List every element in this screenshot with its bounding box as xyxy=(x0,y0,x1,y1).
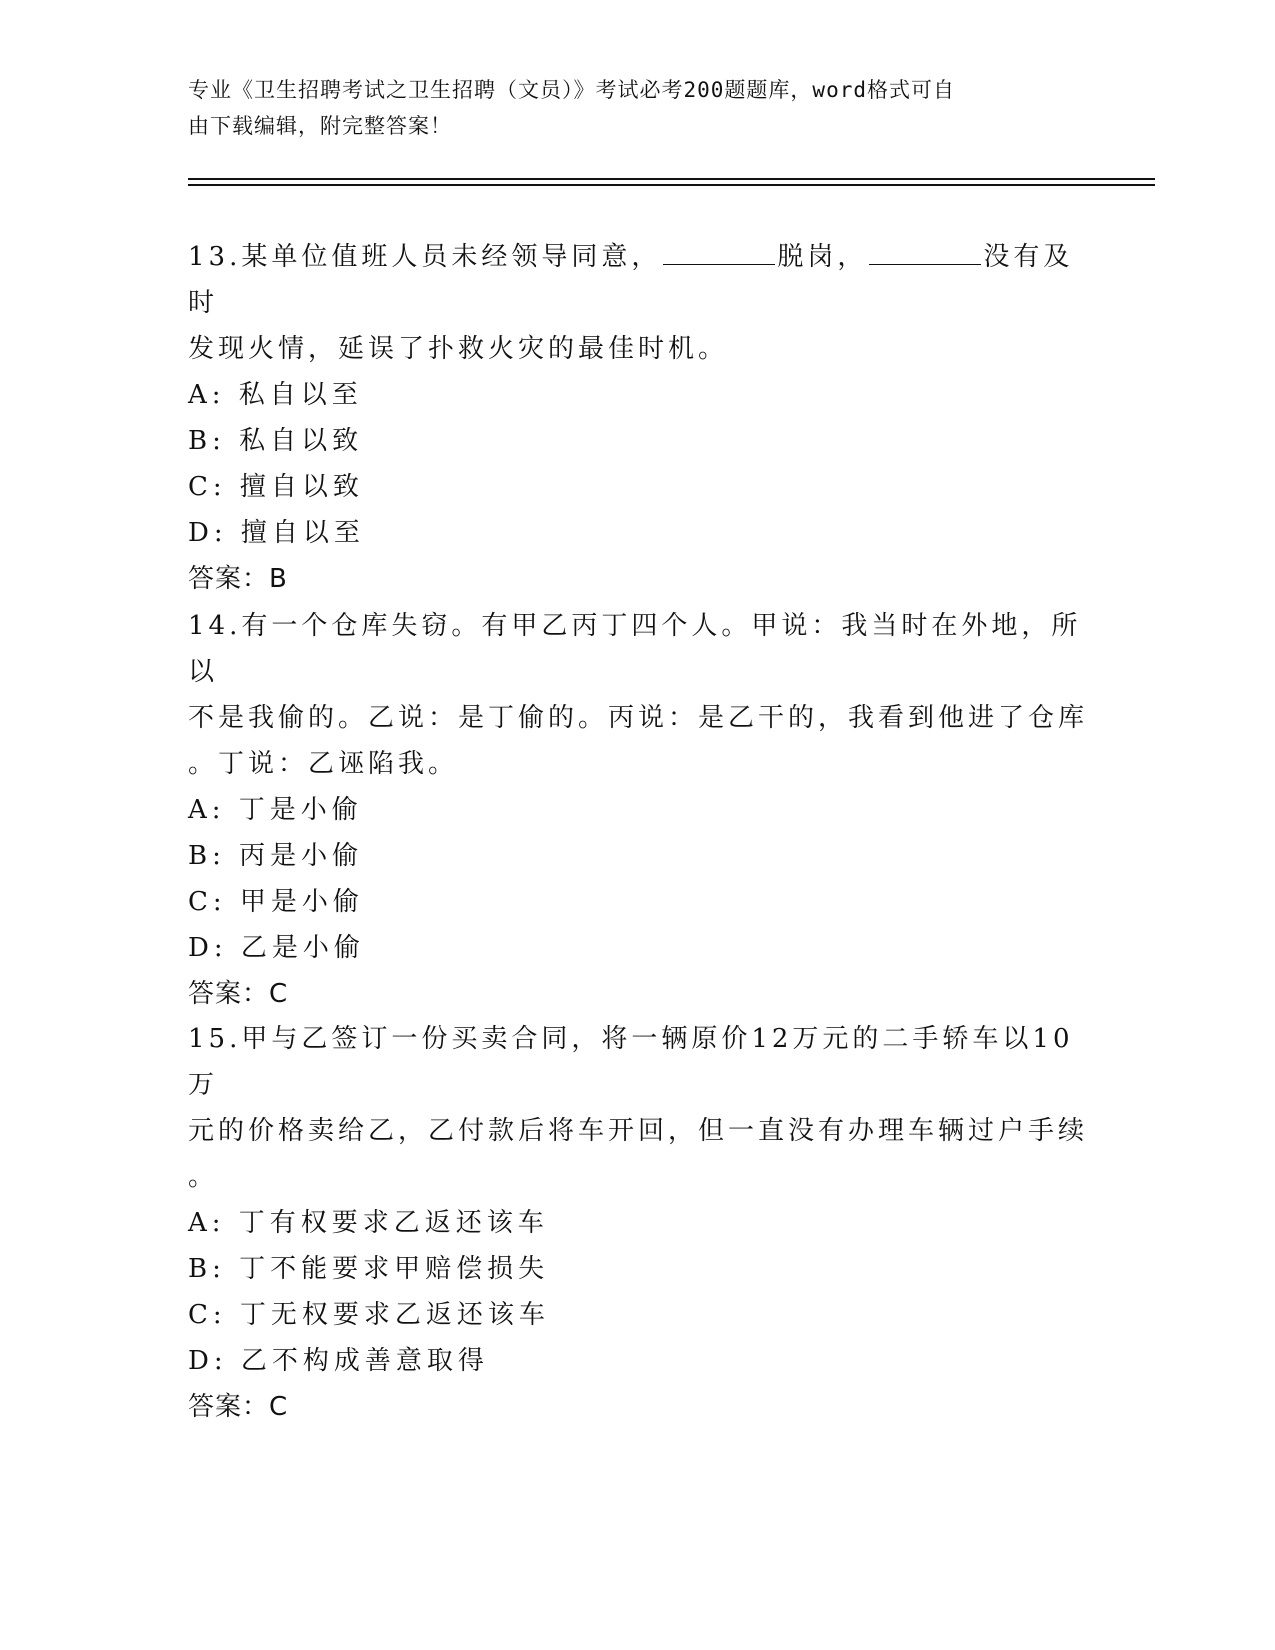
option-a: A: 丁是小偷 xyxy=(188,795,363,825)
header-divider-bottom xyxy=(188,184,1155,186)
header-line-2: 由下载编辑，附完整答案！ xyxy=(188,114,452,138)
question-stem-line: 元的价格卖给乙，乙付款后将车开回，但一直没有办理车辆过户手续 xyxy=(188,1116,1089,1146)
fill-blank xyxy=(663,236,775,265)
option-d: D: 乙不构成善意取得 xyxy=(188,1346,489,1376)
option-b: B: 私自以致 xyxy=(188,426,364,456)
option-d: D: 乙是小偷 xyxy=(188,933,365,963)
option-c: C: 擅自以致 xyxy=(188,472,364,502)
option-c: C: 甲是小偷 xyxy=(188,887,364,917)
question-stem-line: 不是我偷的。乙说：是丁偷的。丙说：是乙干的，我看到他进了仓库 xyxy=(188,703,1089,733)
answer-line: 答案：C xyxy=(188,979,289,1009)
option-d: D: 擅自以至 xyxy=(188,518,365,548)
question-14 xyxy=(188,603,1088,1017)
answer-line: 答案：C xyxy=(188,1392,289,1422)
question-15 xyxy=(188,1016,1088,1430)
option-a: A: 丁有权要求乙返还该车 xyxy=(188,1208,549,1238)
option-a: A: 私自以至 xyxy=(188,380,363,410)
option-c: C: 丁无权要求乙返还该车 xyxy=(188,1300,550,1330)
question-stem-line: 。 xyxy=(188,1162,219,1192)
question-stem-line: 14.有一个仓库失窃。有甲乙丙丁四个人。甲说：我当时在外地，所以 xyxy=(188,611,1082,687)
fill-blank xyxy=(869,236,981,265)
question-stem-line: 13.某单位值班人员未经领导同意， 脱岗， 没有及时 xyxy=(188,234,1088,326)
answer-line: 答案：B xyxy=(188,564,288,594)
option-b: B: 丁不能要求甲赔偿损失 xyxy=(188,1254,550,1284)
header-line-1: 专业《卫生招聘考试之卫生招聘（文员）》考试必考200题题库，word格式可自 xyxy=(188,78,955,102)
question-stem-line: 。丁说：乙诬陷我。 xyxy=(188,749,459,779)
question-stem-line: 15.甲与乙签订一份买卖合同，将一辆原价12万元的二手轿车以10万 xyxy=(188,1024,1074,1100)
question-13 xyxy=(188,234,1088,602)
header-divider-top xyxy=(188,178,1155,180)
option-b: B: 丙是小偷 xyxy=(188,841,364,871)
question-stem-line: 发现火情，延误了扑救火灾的最佳时机。 xyxy=(188,334,729,364)
document-header xyxy=(188,72,1068,144)
